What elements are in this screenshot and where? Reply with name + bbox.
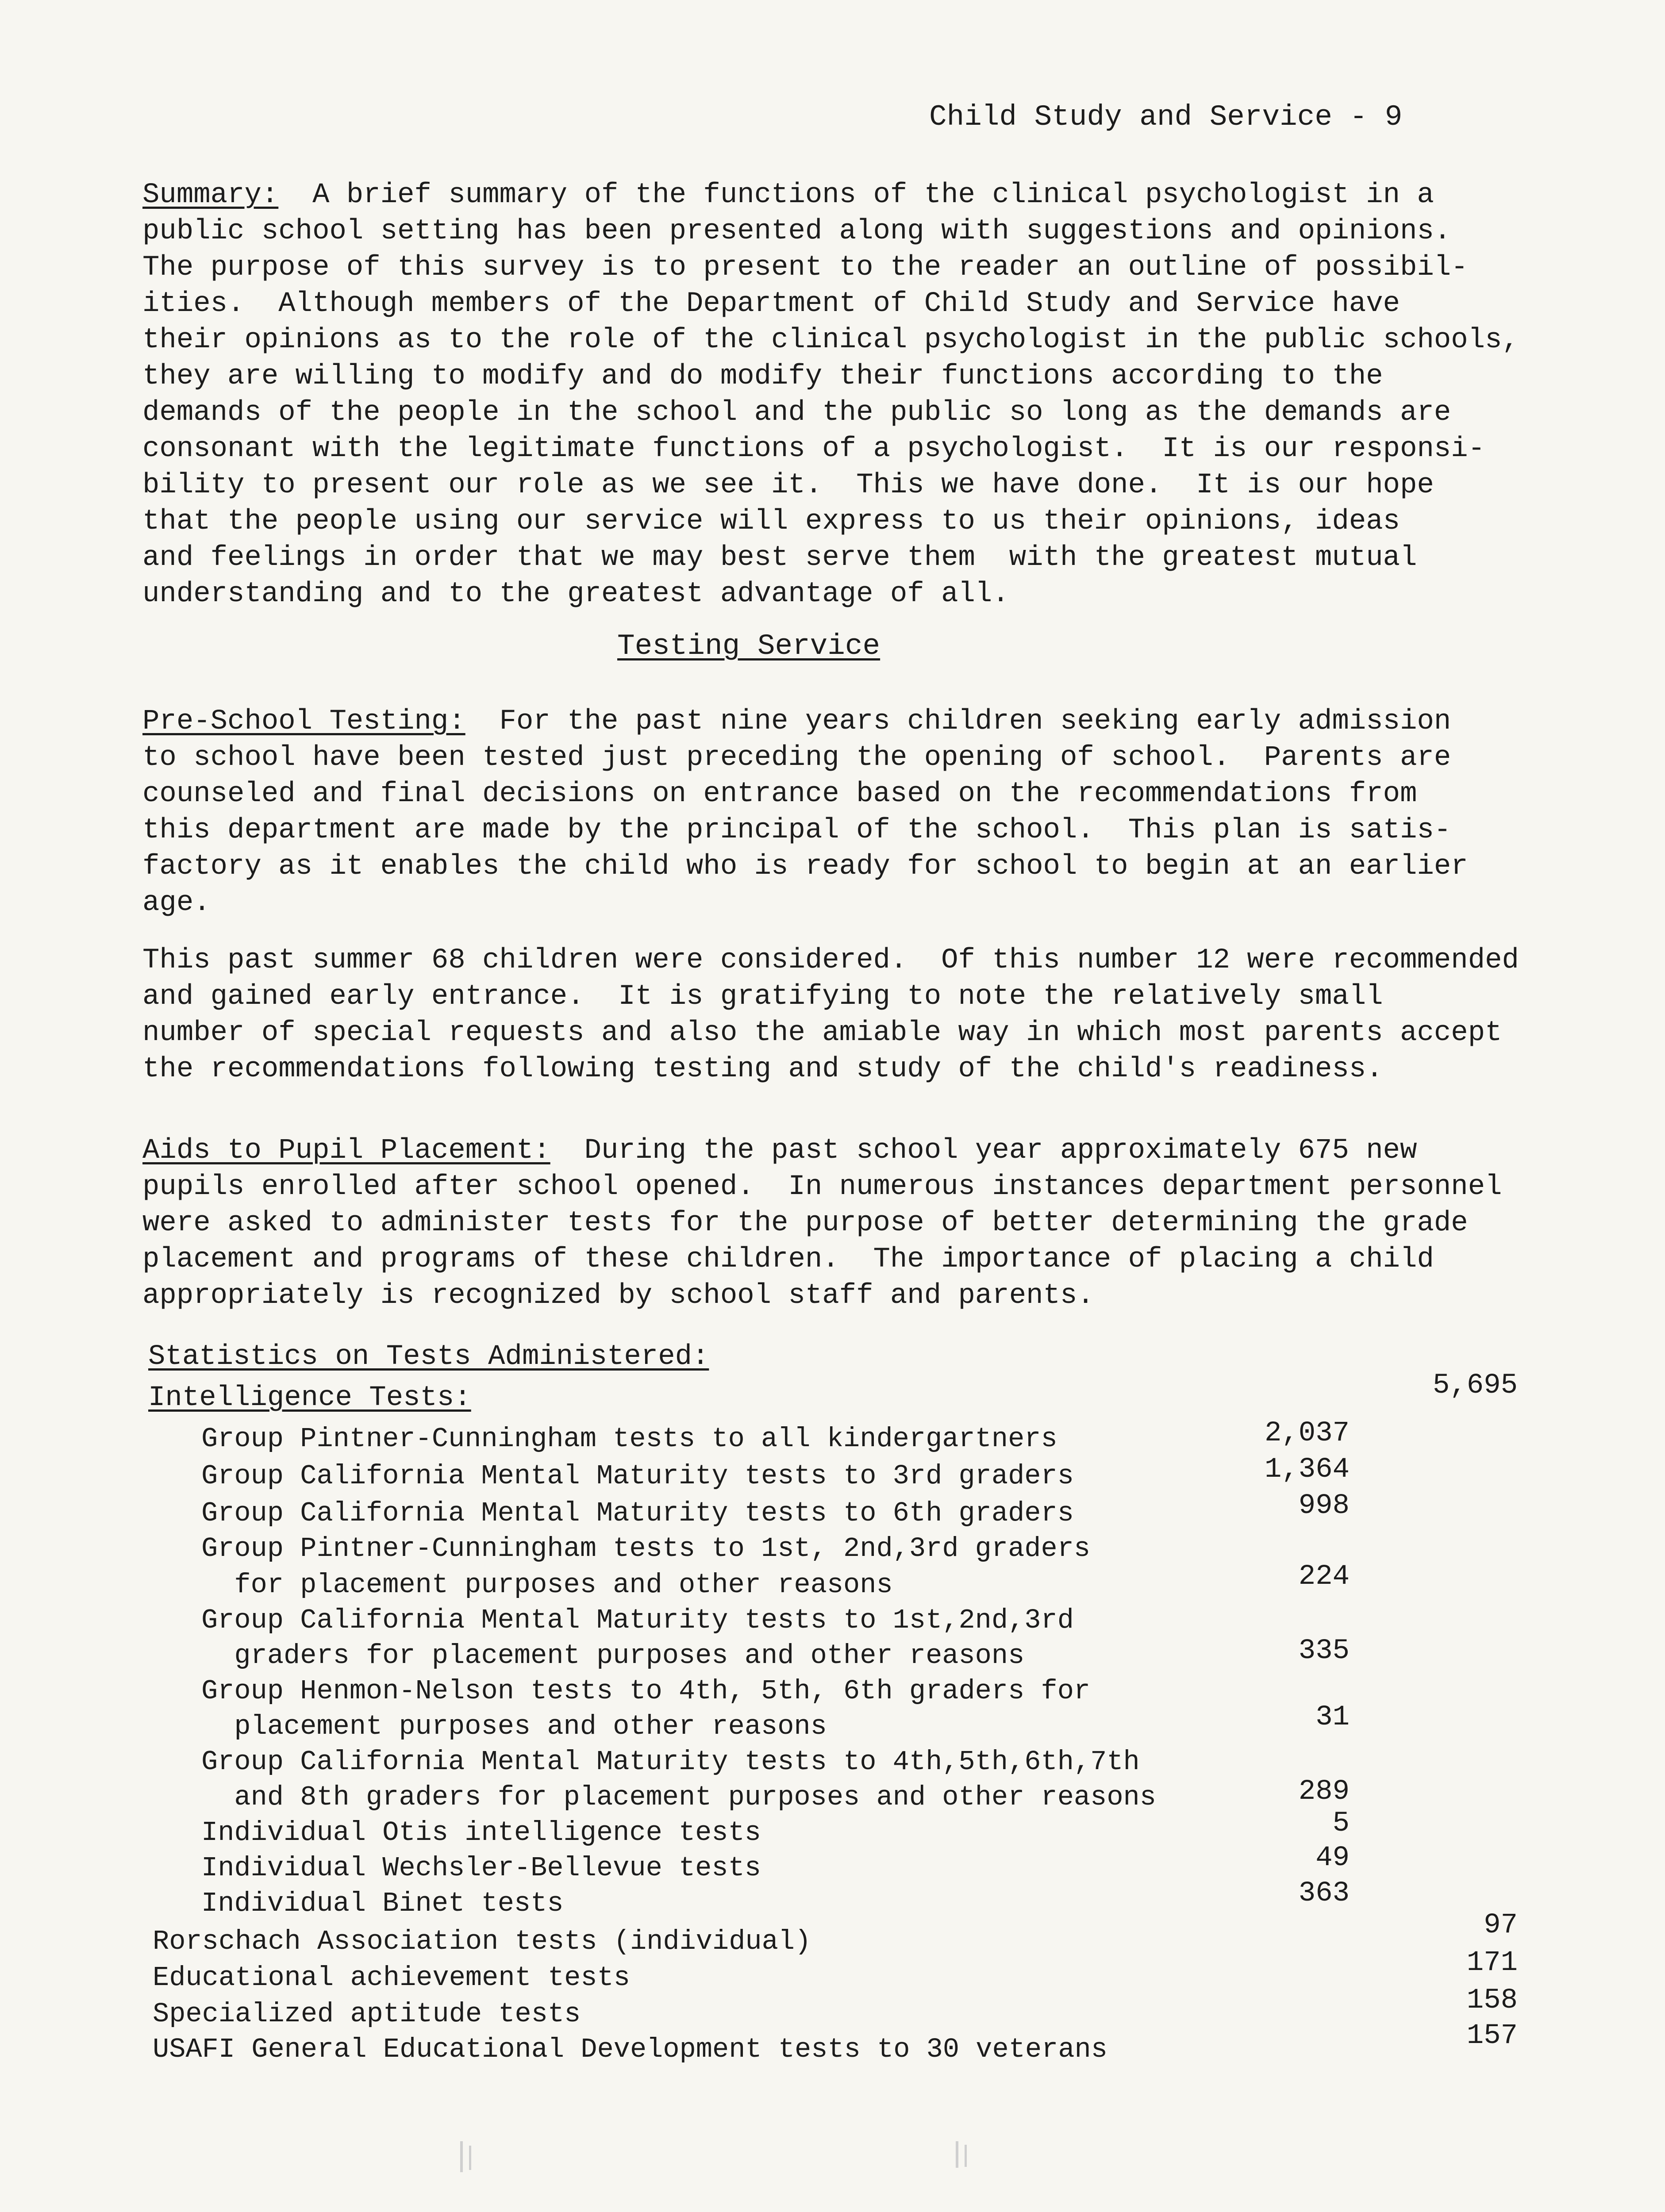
preschool-line: counseled and final decisions on entrance based on the recommendations from [142,778,1417,810]
intelligence-row-value: 224 [1298,1561,1350,1593]
summary-label: Summary: [142,179,279,211]
intelligence-row-label: Group Pintner-Cunningham tests to all kindergartners [201,1423,1057,1455]
placement-line: appropriately is recognized by school staff and parents. [142,1280,1094,1312]
intelligence-row-label: Individual Wechsler-Bellevue tests [201,1852,761,1884]
other-test-row-value: 171 [1466,1947,1518,1979]
other-test-row-label: Educational achievement tests [153,1962,630,1993]
summary-line: understanding and to the greatest advantage of all. [142,578,1009,610]
placement-label: Aids to Pupil Placement: [142,1135,550,1167]
summary-line: The purpose of this survey is to present to the reader an outline of possibil- [142,252,1468,284]
intelligence-row-value: 998 [1298,1490,1350,1522]
placement-paragraph [142,1133,1611,1314]
intelligence-row-label: Group California Mental Maturity tests to 1st,2nd,3rd [201,1605,1074,1636]
other-test-row-label: Rorschach Association tests (individual) [153,1926,811,1957]
summary-line: public school setting has been presented along with suggestions and opinions. [142,215,1451,247]
intelligence-row-label: for placement purposes and other reasons [201,1569,893,1601]
intelligence-row-label: Individual Binet tests [201,1888,564,1919]
page-header: Child Study and Service - 9 [929,100,1403,134]
summary-line: consonant with the legitimate functions of a psychologist. It is our responsi- [142,433,1485,465]
summer-line: number of special requests and also the amiable way in which most parents accept [142,1017,1502,1049]
intelligence-tests-label: Intelligence Tests: [148,1382,471,1414]
scan-artifact [956,2141,958,2168]
summary-line: they are willing to modify and do modify their functions according to the [142,361,1383,392]
summer-line: the recommendations following testing and study of the child's readiness. [142,1053,1383,1085]
summary-line: bility to present our role as we see it. This we have done. It is our hope [142,469,1434,501]
summer-line: This past summer 68 children were considered. Of this number 12 were recommended [142,945,1519,976]
intelligence-total: 5,695 [1432,1370,1518,1402]
preschool-paragraph [142,703,1611,921]
intelligence-row-value: 289 [1298,1776,1350,1808]
summary-line-0: Summary: A brief summary of the functions of the clinical psychologist in a [142,179,1434,211]
other-test-row-value: 158 [1466,1985,1518,2016]
other-test-row-value: 157 [1466,2020,1518,2052]
preschool-line: to school have been tested just preceding the opening of school. Parents are [142,742,1451,774]
summer-paragraph [142,942,1611,1087]
intelligence-row-value: 363 [1298,1878,1350,1909]
summer-line: and gained early entrance. It is gratifying to note the relatively small [142,981,1383,1013]
intelligence-row-value: 49 [1315,1842,1350,1874]
placement-line-0: Aids to Pupil Placement: During the past school year approximately 675 new [142,1135,1417,1167]
intelligence-row-label: Individual Otis intelligence tests [201,1817,761,1848]
intelligence-row-value: 335 [1298,1635,1350,1667]
intelligence-row-label: Group California Mental Maturity tests to 6th graders [201,1498,1074,1529]
summary-line: and feelings in order that we may best serve them with the greatest mutual [142,542,1417,574]
summary-line: demands of the people in the school and the public so long as the demands are [142,397,1451,429]
intelligence-row-value: 5 [1332,1808,1350,1839]
summary-paragraph [142,177,1611,612]
summary-line: ities. Although members of the Department of Child Study and Service have [142,288,1400,320]
summary-line: that the people using our service will express to us their opinions, ideas [142,506,1400,538]
scan-artifact [469,2146,471,2170]
preschool-line: this department are made by the principal of the school. This plan is satis- [142,814,1451,846]
placement-line: were asked to administer tests for the purpose of better determining the grade [142,1207,1468,1239]
intelligence-row-label: Group California Mental Maturity tests to 3rd graders [201,1460,1074,1492]
intelligence-row-label: placement purposes and other reasons [201,1711,827,1742]
statistics-heading: Statistics on Tests Administered: [148,1341,709,1373]
intelligence-row-value: 1,364 [1264,1454,1350,1486]
testing-service-heading: Testing Service [617,630,881,663]
other-test-row-value: 97 [1484,1909,1518,1941]
scan-artifact [460,2141,463,2172]
intelligence-row-value: 2,037 [1264,1417,1350,1449]
summary-line: their opinions as to the role of the clinical psychologist in the public schools, [142,324,1519,356]
intelligence-row-value: 31 [1315,1701,1350,1733]
intelligence-row-label: Group Henmon-Nelson tests to 4th, 5th, 6th graders for [201,1675,1091,1707]
preschool-line: age. [142,887,211,919]
intelligence-row-label: Group California Mental Maturity tests to 4th,5th,6th,7th [201,1746,1140,1778]
preschool-line-0: Pre-School Testing: For the past nine years children seeking early admission [142,706,1451,737]
other-test-row-label: Specialized aptitude tests [153,1998,581,2030]
intelligence-row-label: and 8th graders for placement purposes and other reasons [201,1782,1156,1813]
placement-line: placement and programs of these children. The importance of placing a child [142,1244,1434,1275]
preschool-label: Pre-School Testing: [142,706,465,737]
scan-artifact [965,2145,967,2167]
other-test-row-label: USAFI General Educational Development tests to 30 veterans [153,2034,1107,2065]
intelligence-row-label: graders for placement purposes and other reasons [201,1640,1025,1671]
placement-line: pupils enrolled after school opened. In numerous instances department personnel [142,1171,1502,1203]
intelligence-row-label: Group Pintner-Cunningham tests to 1st, 2nd,3rd graders [201,1533,1091,1564]
preschool-line: factory as it enables the child who is ready for school to begin at an earlier [142,851,1468,883]
